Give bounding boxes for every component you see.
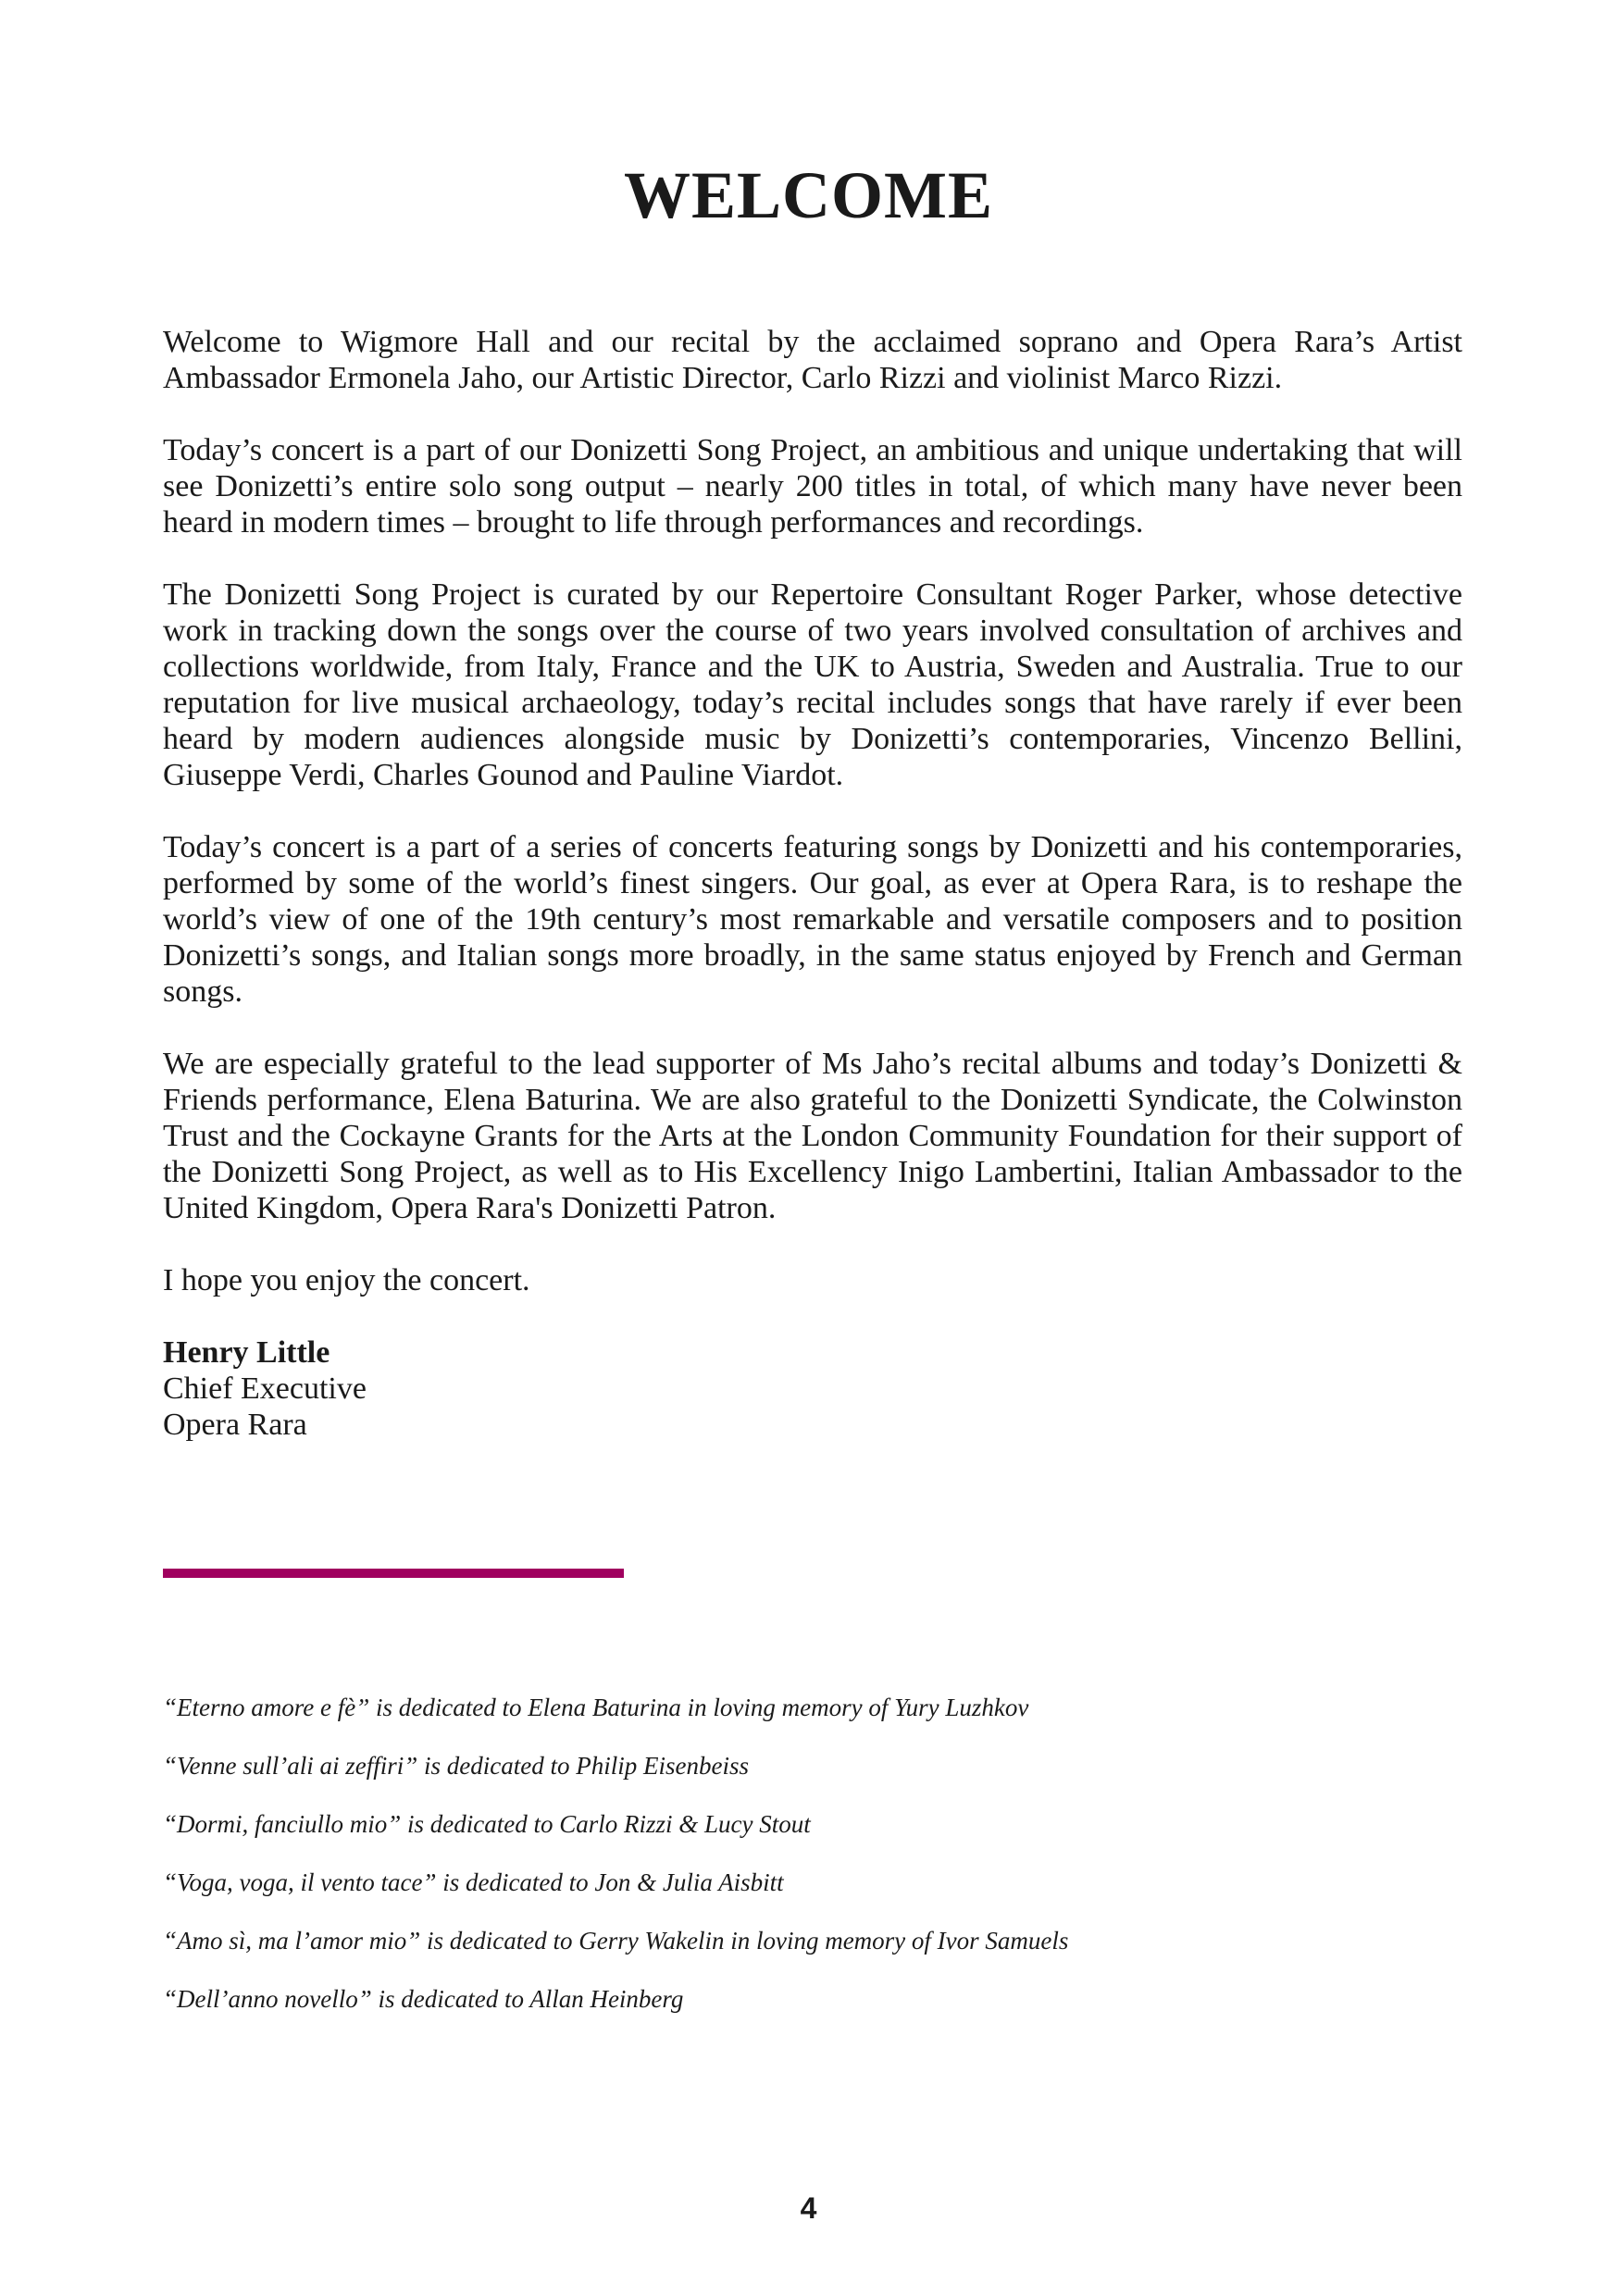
accent-divider	[163, 1569, 624, 1578]
paragraph: Today’s concert is a part of our Donizetti Song Project, an ambitious and unique undertaking that will see Donizetti’s entire solo song output – nearly 200 titles in total, of which many have never been heard in modern times – brought to life through performances and recordings.	[163, 433, 1462, 540]
closing-line: I hope you enjoy the concert.	[163, 1263, 530, 1297]
signatory-organization: Opera Rara	[163, 1408, 307, 1442]
signatory-role: Chief Executive	[163, 1371, 367, 1406]
dedication-item: “Venne sull’ali ai zeffiri” is dedicated to Philip Eisenbeiss	[163, 1752, 749, 1780]
dedication-item: “Dormi, fanciullo mio” is dedicated to Carlo Rizzi & Lucy Stout	[163, 1810, 811, 1838]
dedication-item: “Eterno amore e fè” is dedicated to Elena Baturina in loving memory of Yury Luzhkov	[163, 1694, 1029, 1721]
dedication-item: “Amo sì, ma l’amor mio” is dedicated to Gerry Wakelin in loving memory of Ivor Samuels	[163, 1927, 1069, 1955]
signature-block	[163, 1334, 1462, 1443]
dedication-item: “Voga, voga, il vento tace” is dedicated to Jon & Julia Aisbitt	[163, 1868, 784, 1896]
paragraph: Welcome to Wigmore Hall and our recital by the acclaimed soprano and Opera Rara’s Artist Ambassador Ermonela Jaho, our Artistic Director, Carlo Rizzi and violinist Marco Rizzi.	[163, 325, 1462, 395]
dedications-list	[163, 1694, 1366, 2043]
page-number: 4	[800, 2191, 817, 2225]
dedication-item: “Dell’anno novello” is dedicated to Allan Heinberg	[163, 1985, 684, 2013]
page-title: WELCOME	[623, 158, 994, 232]
paragraph: Today’s concert is a part of a series of concerts featuring songs by Donizetti and his contemporaries, performed by some of the world’s finest singers. Our goal, as ever at Opera Rara, is to reshape the world’s view of one of the 19th century’s most remarkable and versatile composers and to position Donizetti’s songs, and Italian songs more broadly, in the same status enjoyed by French and German songs.	[163, 830, 1462, 1009]
paragraph: The Donizetti Song Project is curated by our Repertoire Consultant Roger Parker, whose detective work in tracking down the songs over the course of two years involved consultation of archives and collections worldwide, from Italy, France and the UK to Austria, Sweden and Australia. True to our reputation for live musical archaeology, today’s recital includes songs that have rarely if ever been heard by modern audiences alongside music by Donizetti’s contemporaries, Vincenzo Bellini, Giuseppe Verdi, Charles Gounod and Pauline Viardot.	[163, 577, 1462, 792]
signatory-name: Henry Little	[163, 1335, 330, 1370]
welcome-letter	[163, 324, 1462, 1443]
paragraph: We are especially grateful to the lead supporter of Ms Jaho’s recital albums and today’s Donizetti & Friends performance, Elena Baturina. We are also grateful to the Donizetti Syndicate, the Colwinston Trust and the Cockayne Grants for the Arts at the London Community Foundation for their support of the Donizetti Song Project, as well as to His Excellency Inigo Lambertini, Italian Ambassador to the United Kingdom, Opera Rara's Donizetti Patron.	[163, 1047, 1462, 1225]
